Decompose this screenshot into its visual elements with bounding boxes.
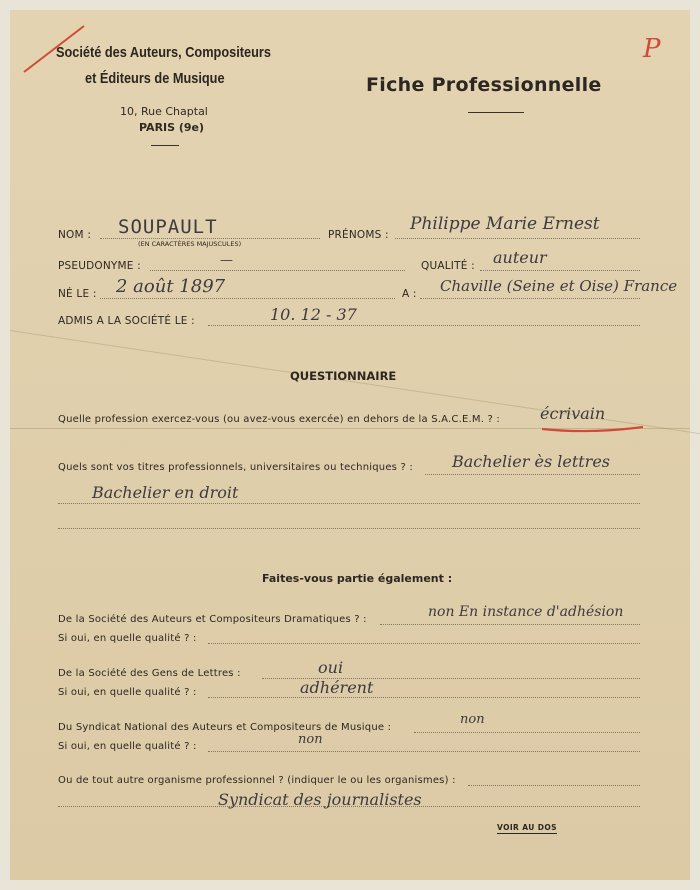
q-sgdl: De la Société des Gens de Lettres : <box>58 668 241 679</box>
org-city: PARIS (9e) <box>139 121 205 134</box>
sgdl-qualite-line <box>208 697 640 698</box>
ne-le-line <box>100 298 395 299</box>
q-syndicat: Du Syndicat National des Auteurs et Compositeurs de Musique : <box>58 722 392 733</box>
qualite-label: QUALITÉ : <box>421 260 475 272</box>
titres-line-1 <box>425 474 640 475</box>
page-title: Fiche Professionnelle <box>366 74 602 96</box>
red-underline-icon <box>540 422 646 436</box>
q-sacd: De la Société des Auteurs et Compositeurs Dramatiques ? : <box>58 614 367 625</box>
prenoms-label: PRÉNOMS : <box>328 229 389 241</box>
admis-value: 10. 12 - 37 <box>270 305 357 324</box>
qualite-value: auteur <box>493 248 547 267</box>
titres-line-2 <box>58 503 640 504</box>
nom-line <box>100 238 320 239</box>
admis-label: ADMIS A LA SOCIÉTÉ LE : <box>58 315 195 327</box>
prenoms-value: Philippe Marie Ernest <box>410 214 600 234</box>
qualite-line <box>480 270 640 271</box>
pseudonyme-line <box>150 270 405 271</box>
q-profession: Quelle profession exercez-vous (ou avez-vous exercée) en dehors de la S.A.C.E.M. ? : <box>58 414 500 425</box>
q-syndicat-qualite: Si oui, en quelle qualité ? : <box>58 741 197 752</box>
org-name-line1: Société des Auteurs, Compositeurs <box>56 44 271 61</box>
autre-line-2 <box>58 806 640 807</box>
a-line <box>420 298 640 299</box>
pseudonyme-value: — <box>220 253 233 268</box>
header-rule-left <box>151 145 179 146</box>
a-titres-1: Bachelier ès lettres <box>452 452 611 471</box>
autre-line-1 <box>468 785 640 786</box>
q-autre: Ou de tout autre organisme professionnel ? (indiquer le ou les organismes) : <box>58 775 456 786</box>
prenoms-line <box>395 238 640 239</box>
nom-note: (EN CARACTÈRES MAJUSCULES) <box>138 240 242 248</box>
a-sgdl: oui <box>318 658 344 677</box>
syndicat-qualite-line <box>208 751 640 752</box>
sacd-line <box>380 624 640 625</box>
nom-label: NOM : <box>58 229 92 241</box>
a-label: A : <box>402 288 417 300</box>
a-profession: écrivain <box>540 404 606 423</box>
corner-mark: P <box>643 34 661 64</box>
ne-le-label: NÉ LE : <box>58 288 97 300</box>
a-sgdl-qualite: adhérent <box>300 678 374 697</box>
sacd-qualite-line <box>208 643 640 644</box>
org-name-line2: et Éditeurs de Musique <box>85 70 225 87</box>
ne-le-value: 2 août 1897 <box>116 276 226 297</box>
questionnaire-heading: QUESTIONNAIRE <box>290 369 397 383</box>
a-value: Chaville (Seine et Oise) France <box>440 277 678 295</box>
q-titres: Quels sont vos titres professionnels, universitaires ou techniques ? : <box>58 462 413 473</box>
admis-line <box>208 325 640 326</box>
nom-value: SOUPAULT <box>118 216 218 238</box>
syndicat-line <box>414 732 640 733</box>
a-syndicat-qualite: non <box>298 732 323 747</box>
title-underline <box>468 112 524 113</box>
a-titres-2: Bachelier en droit <box>92 483 239 502</box>
partie-heading: Faites-vous partie également : <box>262 572 453 585</box>
a-sacd: non En instance d'adhésion <box>428 604 624 620</box>
q-sacd-qualite: Si oui, en quelle qualité ? : <box>58 633 197 644</box>
org-address: 10, Rue Chaptal <box>120 105 208 118</box>
a-autre: Syndicat des journalistes <box>218 790 422 809</box>
voir-au-dos-link[interactable]: VOIR AU DOS <box>497 823 557 832</box>
a-syndicat: non <box>460 712 485 727</box>
q-sgdl-qualite: Si oui, en quelle qualité ? : <box>58 687 197 698</box>
titres-line-3 <box>58 528 640 529</box>
pseudonyme-label: PSEUDONYME : <box>58 260 141 272</box>
